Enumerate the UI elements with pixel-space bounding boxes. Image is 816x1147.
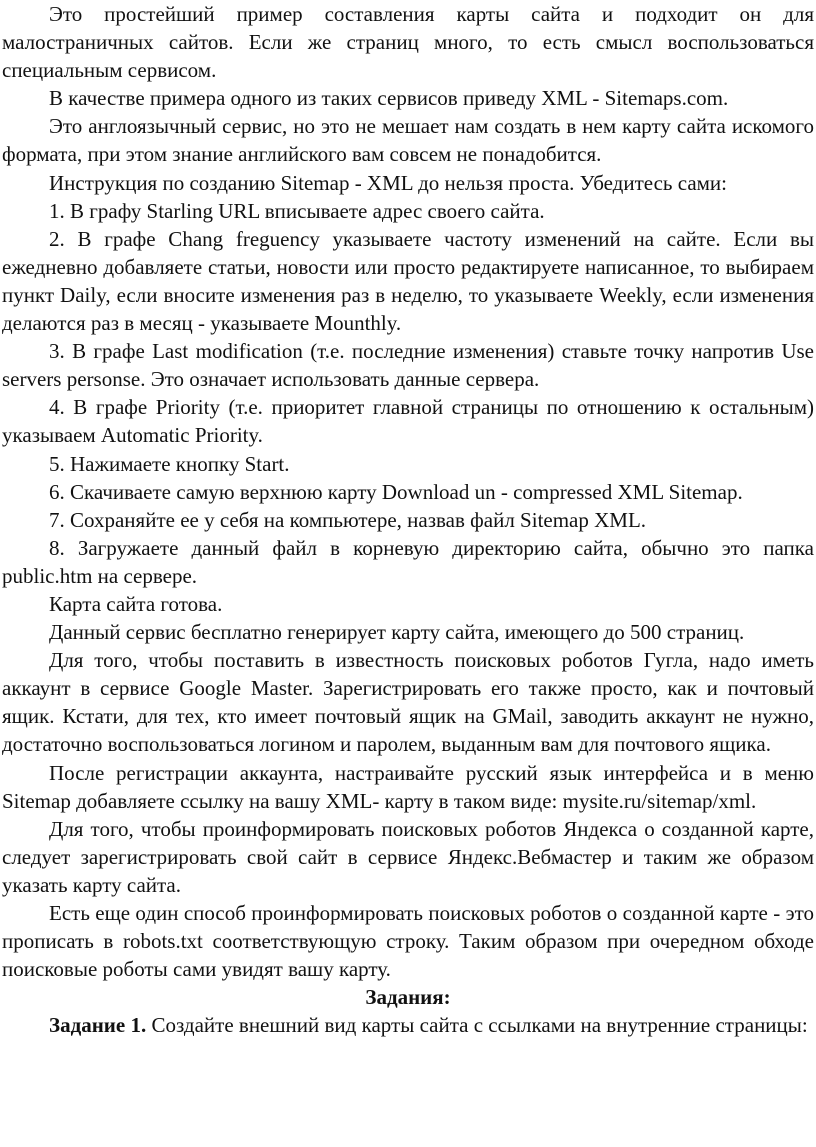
step-2: 2. В графе Chang freguency указываете частоту изменений на сайте. Если вы ежедневно добавляете статьи, новости или просто редактируете написанное, то выбираем пункт Daily, если вносите изменения раз в неделю, то указываете Weekly, если изменения делаются раз в месяц - указываете Mounthly. [2, 226, 814, 336]
paragraph-google: Для того, чтобы поставить в известность поисковых роботов Гугла, надо иметь аккаунт в сервисе Google Master. Зарегистрировать его также просто, как и почтовый ящик. Кстати, для тех, кто имеет почтовый ящик на GMail, заводить аккаунт не нужно, достаточно воспользоваться логином и паролем, выданным вам для почтового ящика. [2, 648, 814, 757]
paragraph-map-ready: Карта сайта готова. [49, 591, 223, 616]
step-5: 5. Нажимаете кнопку Start. [49, 451, 290, 476]
tasks-heading: Задания: [365, 985, 451, 1010]
task-1 [2, 1011, 814, 1039]
step-1: 1. В графу Starling URL вписываете адрес своего сайта. [49, 198, 545, 223]
paragraph-instructions: Инструкция по созданию Sitemap - XML до нельзя проста. Убедитесь сами: [49, 170, 728, 195]
paragraph-intro: Это простейший пример составления карты сайта и подходит он для малостраничных сайтов. Если же страниц много, то есть смысл воспользоваться специальным сервисом. [2, 2, 814, 83]
step-6: 6. Скачиваете самую верхнюю карту Download un - compressed XML Sitemap. [49, 479, 743, 504]
paragraph-english-service: Это англоязычный сервис, но это не мешает нам создать в нем карту сайта искомого формата, при этом знание английского вам совсем не понадобится. [2, 114, 814, 167]
task-1-label: Задание 1. [49, 1013, 147, 1038]
paragraph-after-registration: После регистрации аккаунта, настраивайте русский язык интерфейса и в меню Sitemap добавляете ссылку на вашу XML- карту в таком виде: mysite.ru/sitemap/xml. [2, 760, 814, 813]
paragraph-free-service: Данный сервис бесплатно генерирует карту сайта, имеющего до 500 страниц. [49, 620, 745, 645]
task-1-text: Создайте внешний вид карты сайта с ссылками на внутренние страницы: [146, 1013, 808, 1038]
step-4: 4. В графе Priority (т.е. приоритет главной страницы по отношению к остальным) указываем Automatic Priority. [2, 395, 814, 448]
step-7: 7. Сохраняйте ее у себя на компьютере, назвав файл Sitemap XML. [49, 507, 647, 532]
step-3: 3. В графе Last modification (т.е. последние изменения) ставьте точку напротив Use servers personse. Это означает использовать данные сервера. [2, 339, 814, 392]
paragraph-yandex: Для того, чтобы проинформировать поисковых роботов Яндекса о созданной карте, следует зарегистрировать свой сайт в сервисе Яндекс.Вебмастер и таким же образом указать карту сайта. [2, 816, 814, 897]
step-8: 8. Загружаете данный файл в корневую директорию сайта, обычно это папка public.htm на сервере. [2, 535, 814, 588]
paragraph-example-service: В качестве примера одного из таких сервисов приведу XML - Sitemaps.com. [49, 86, 729, 111]
paragraph-robots-txt: Есть еще один способ проинформировать поисковых роботов о созданной карте - это прописать в robots.txt соответствующую строку. Таким образом при очередном обходе поисковые роботы сами увидят вашу карту. [2, 901, 814, 982]
